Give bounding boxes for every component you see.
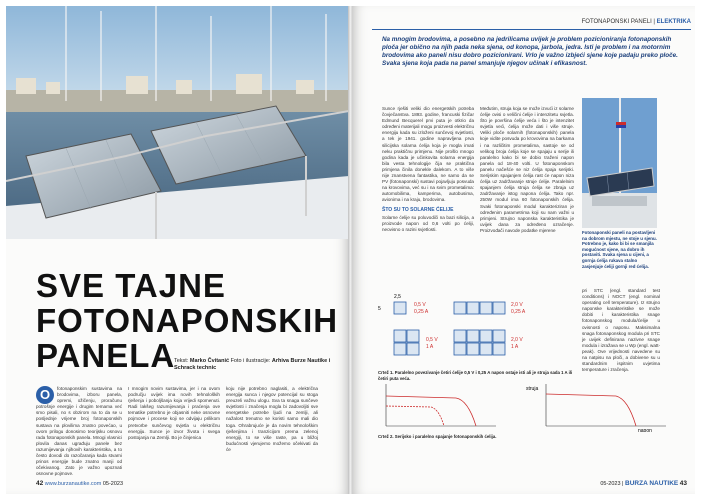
section-name: FOTONAPONSKI PANELI [581,19,652,25]
left-footer [36,480,123,487]
right-page [352,6,695,494]
iv-chart-left [386,384,496,426]
credit-photo-source: Arhiva Burze Nautike i Schrack technic [174,358,331,371]
page-number: 42 [36,480,44,487]
credit-photo-label: Foto i ilustracije: [230,358,271,364]
iv-curve-diagram [376,382,676,432]
right-body-column-1 [382,106,474,234]
headline-line: PANELA [36,337,176,374]
page-number: 43 [679,480,687,487]
article-credit [174,358,344,372]
parallel-cells [394,330,438,355]
body-text: Međutim, struja koja se može izvući iz solarne ćelije ovisi o veličini ćelije i intenzitetu svjetla. Što je površina ćelije veća i što je intenzitet svjetla veći, ćelija može dati i više struje. Veliki ploče solarnih (fotonaponskih) panela koje vidite posvuda po krovovima na barkama i na različitim prometalima, sastoje se od velikog broja ćelija koje se spajaju u serije ili paralelno kako bi se dobio traženi napon panela od 18-40 volti. U fotonaponskom panelu načešće se niz ćelija spaja serijski. Serijskim spajanjem ćelija rast će napon niza ćelija uz zadržavanje struje ćelije. Paralelnim spajanjem ćelija struja ćelija se zbraja uz zadržavanje istog napona ćelija. Tako npr. 250W modul ima 60 fotonaponskih ćelija. Svaki fotonaponski modul karakteriziran je određenim parametrima koji su nam važni u primjeni. Strujno naponska karakteristika je uvijek dana za određeno ozračenje. Proizvođači navode podatke mjerene [480,106,574,233]
footer-date: 05-2023 [102,481,124,487]
photo-caption: Fotonaponski paneli na postavljeni na dobrom mjestu, ne stoje u sjenu. Potrebno je, kako bi bi se smanjila mogućnost sjene, na dobro ih postaviti. Svaka sjena u cijeni, a gornja ćelija rukava stalno zasjenjuje ćeliji gornji red ćelija. [582,230,657,269]
voltage-label: 2,0 V [511,302,523,308]
body-text: I mnogim novim sustavima, jer i na ovom području uvijek ima novih tehnoloških rješenja i poboljšanja koja vrijedi spomenuti. Radi lakšeg razumijevanja i praćenja ove tematike potrebno je objasniti neke osnovne pojmove i procese koji se odvijaju prilikom pretvorbe sunčevog svjetla u električnu energiju. Sunce je izvor života i svega postojanja na Zemlji. Bo je činjenica [128,386,220,440]
voltage-label: 0,5 V [414,302,426,308]
section-divider [372,29,691,30]
footer-brand: BURZA NAUTIKE [625,480,679,487]
left-body-column-3 [226,386,318,454]
section-header: FOTONAPONSKI PANELI | ELEKTRIKA [581,19,691,25]
headline-line: SVE TAJNE [36,267,226,304]
article-lead: Na mnogim brodovima, a posebno na jedrilicama uvijek je problem pozicioniranja fotonaponskih ploča jer obično na njih pada neka sjena, od konopa, jarbola, jedra. Isti je problem i na motornim brodovima ako paneli nisu dobro pozicionirani. Vrlo je važno izbjeći sjene koje padaju preko ploče. Svaka sjena koja pada na panel smanjuje njegov učinak i efikasnost. [382,36,678,67]
voltage-label: 0,5 V [426,337,438,343]
iv-chart-right [526,384,666,432]
left-page [6,6,349,494]
body-text: koju nije potrebno naglasiti, a električna energija sunca i njegov potencijal su stoga preuzeli važnu ulogu. Sva ta snaga sunčeve svjetlosti i značenja mogla bi zadovoljiti sve energetske potrebe ljudi na zemlji, ali nažalost trenutno se koristi samo mali dio toga. Ohrabrujuće je da novim tehnološkim rješenjima i tranzicijom prema zelenoj energiji, to se više raste, pa u bližoj budućnosti vjerujemo možemo očekivati da će [226,386,318,452]
credit-text-label: Tekst: [174,358,189,364]
solar-panel-boat-photo [6,6,349,239]
left-body-column-1 [36,386,122,478]
boat-solar-photo [582,98,657,228]
voltage-label: 2,0 V [511,337,523,343]
current-label: 1 A [426,344,434,350]
drop-cap: O [36,386,54,404]
subheading: ŠTO SU TO SOLARNE ĆELIJE [382,206,454,213]
right-body-column-2 [480,106,574,235]
series-parallel-cells [454,330,523,355]
series-cells [454,302,526,315]
figure-1-caption: Crtež 1. Paralelno povezivanje četiri ćelije 0,5 V i 0,25 A napon ostaje isti ali je struja sada 1 A ili četiri puta veća. [378,370,573,381]
axis-current-label: struja [526,386,539,392]
cell-dim-label: 5 [378,306,381,312]
footer-site: www.burzanautike.com [44,481,102,487]
current-label: 1 A [511,344,519,350]
magazine-spread [6,6,695,494]
credit-author: Marko Čvitanić [189,358,230,364]
axis-voltage-label: napon [638,428,652,432]
cell-size-label: 2,5 [394,294,401,300]
left-body-column-2 [128,386,220,442]
headline-line: FOTONAPONSKIH [36,302,339,339]
right-footer: 05-2023 | BURZA NAUTIKE 43 [600,480,687,487]
cell-connection-diagram [376,288,576,368]
right-body-column-3 [582,288,660,374]
single-cell [378,294,429,315]
footer-date: 05-2023 [600,481,621,487]
section-tag: ELEKTRIKA [656,19,691,25]
body-text: fotonaponskim sustavima na brodovima, izboru panela, opremi, ožičenju, proračunu potrošnje energije i drugim temama već smo pisali, no s obzirom na to da se u posljednje vrijeme broj fotonaponskih sustava na plovilima znatno povećao, u ovom prilogu donosimo teorijsku osnovu rada fotonaponskih panela. Mnogi vlasnici plovila danas ugrađuju panele bez razumijevanja njihovih karakteristika, a to često dovodi do razočaranja kada stvarni prinos energije bude znatno manji od očekivanog. Zato je važno upoznati osnovne pojmove. [36,386,122,477]
body-text: Solarne ćelije su poluvodiči na bazi silicija, a proizvode napon od 0,6 volti po ćeliji, neovisno o razini svjetlosti. [382,214,474,232]
current-label: 0,25 A [414,309,429,315]
body-text: Sunce rješiti veliki dio energetskih potreba čovječanstva. 1893. godine, francuski fizičar Edmund Becquerel prvi puta je otkrio da određeni materijali mogu proizvesti električnu energiju kada su izloženi sunčevoj svjetlosti, a tek je 1941. godine napravljena prva silicijska solarna ćelija koja je mogla imati neku praktičnu primjenu. Nije prošlo mnogo godina kada je učinkovita solarna energija bila vesta tehnologije čija se praktična primjena činila donekle dalekom. A to više nije znanstvena fantastika, ne samo da se PV (fotonaponski) sustavi pojavljuju posvuda na krovovima, već su i na svim prometalima: automobilima, kamperima, autobusima, avionima i na kraju, brodovima. [382,106,474,203]
figure-2-caption: Crtež 2. Serijsko i paralelno spajanje fotonaponskih ćelija. [378,434,497,439]
body-text: pri STC (engl. standard test conditions) i NOCT (engl. nominal operating cell temperature). Iz strujno naponske karakteristike se može dobiti i karakteristika snage fotonaponskog modula/ćelije u ovisnosti o naponu. Maksimalna snaga fotonaponskog modula pri STC je uvijek definirana nazivne snage modula i izražava se u Wp (engl. watt-peak). Ove vrijednosti navedene su na natpisu na ploči, a dobivene su u standardnim ispitnim uvjetima temperature i zračenja. [582,288,660,373]
current-label: 0,25 A [511,309,526,315]
